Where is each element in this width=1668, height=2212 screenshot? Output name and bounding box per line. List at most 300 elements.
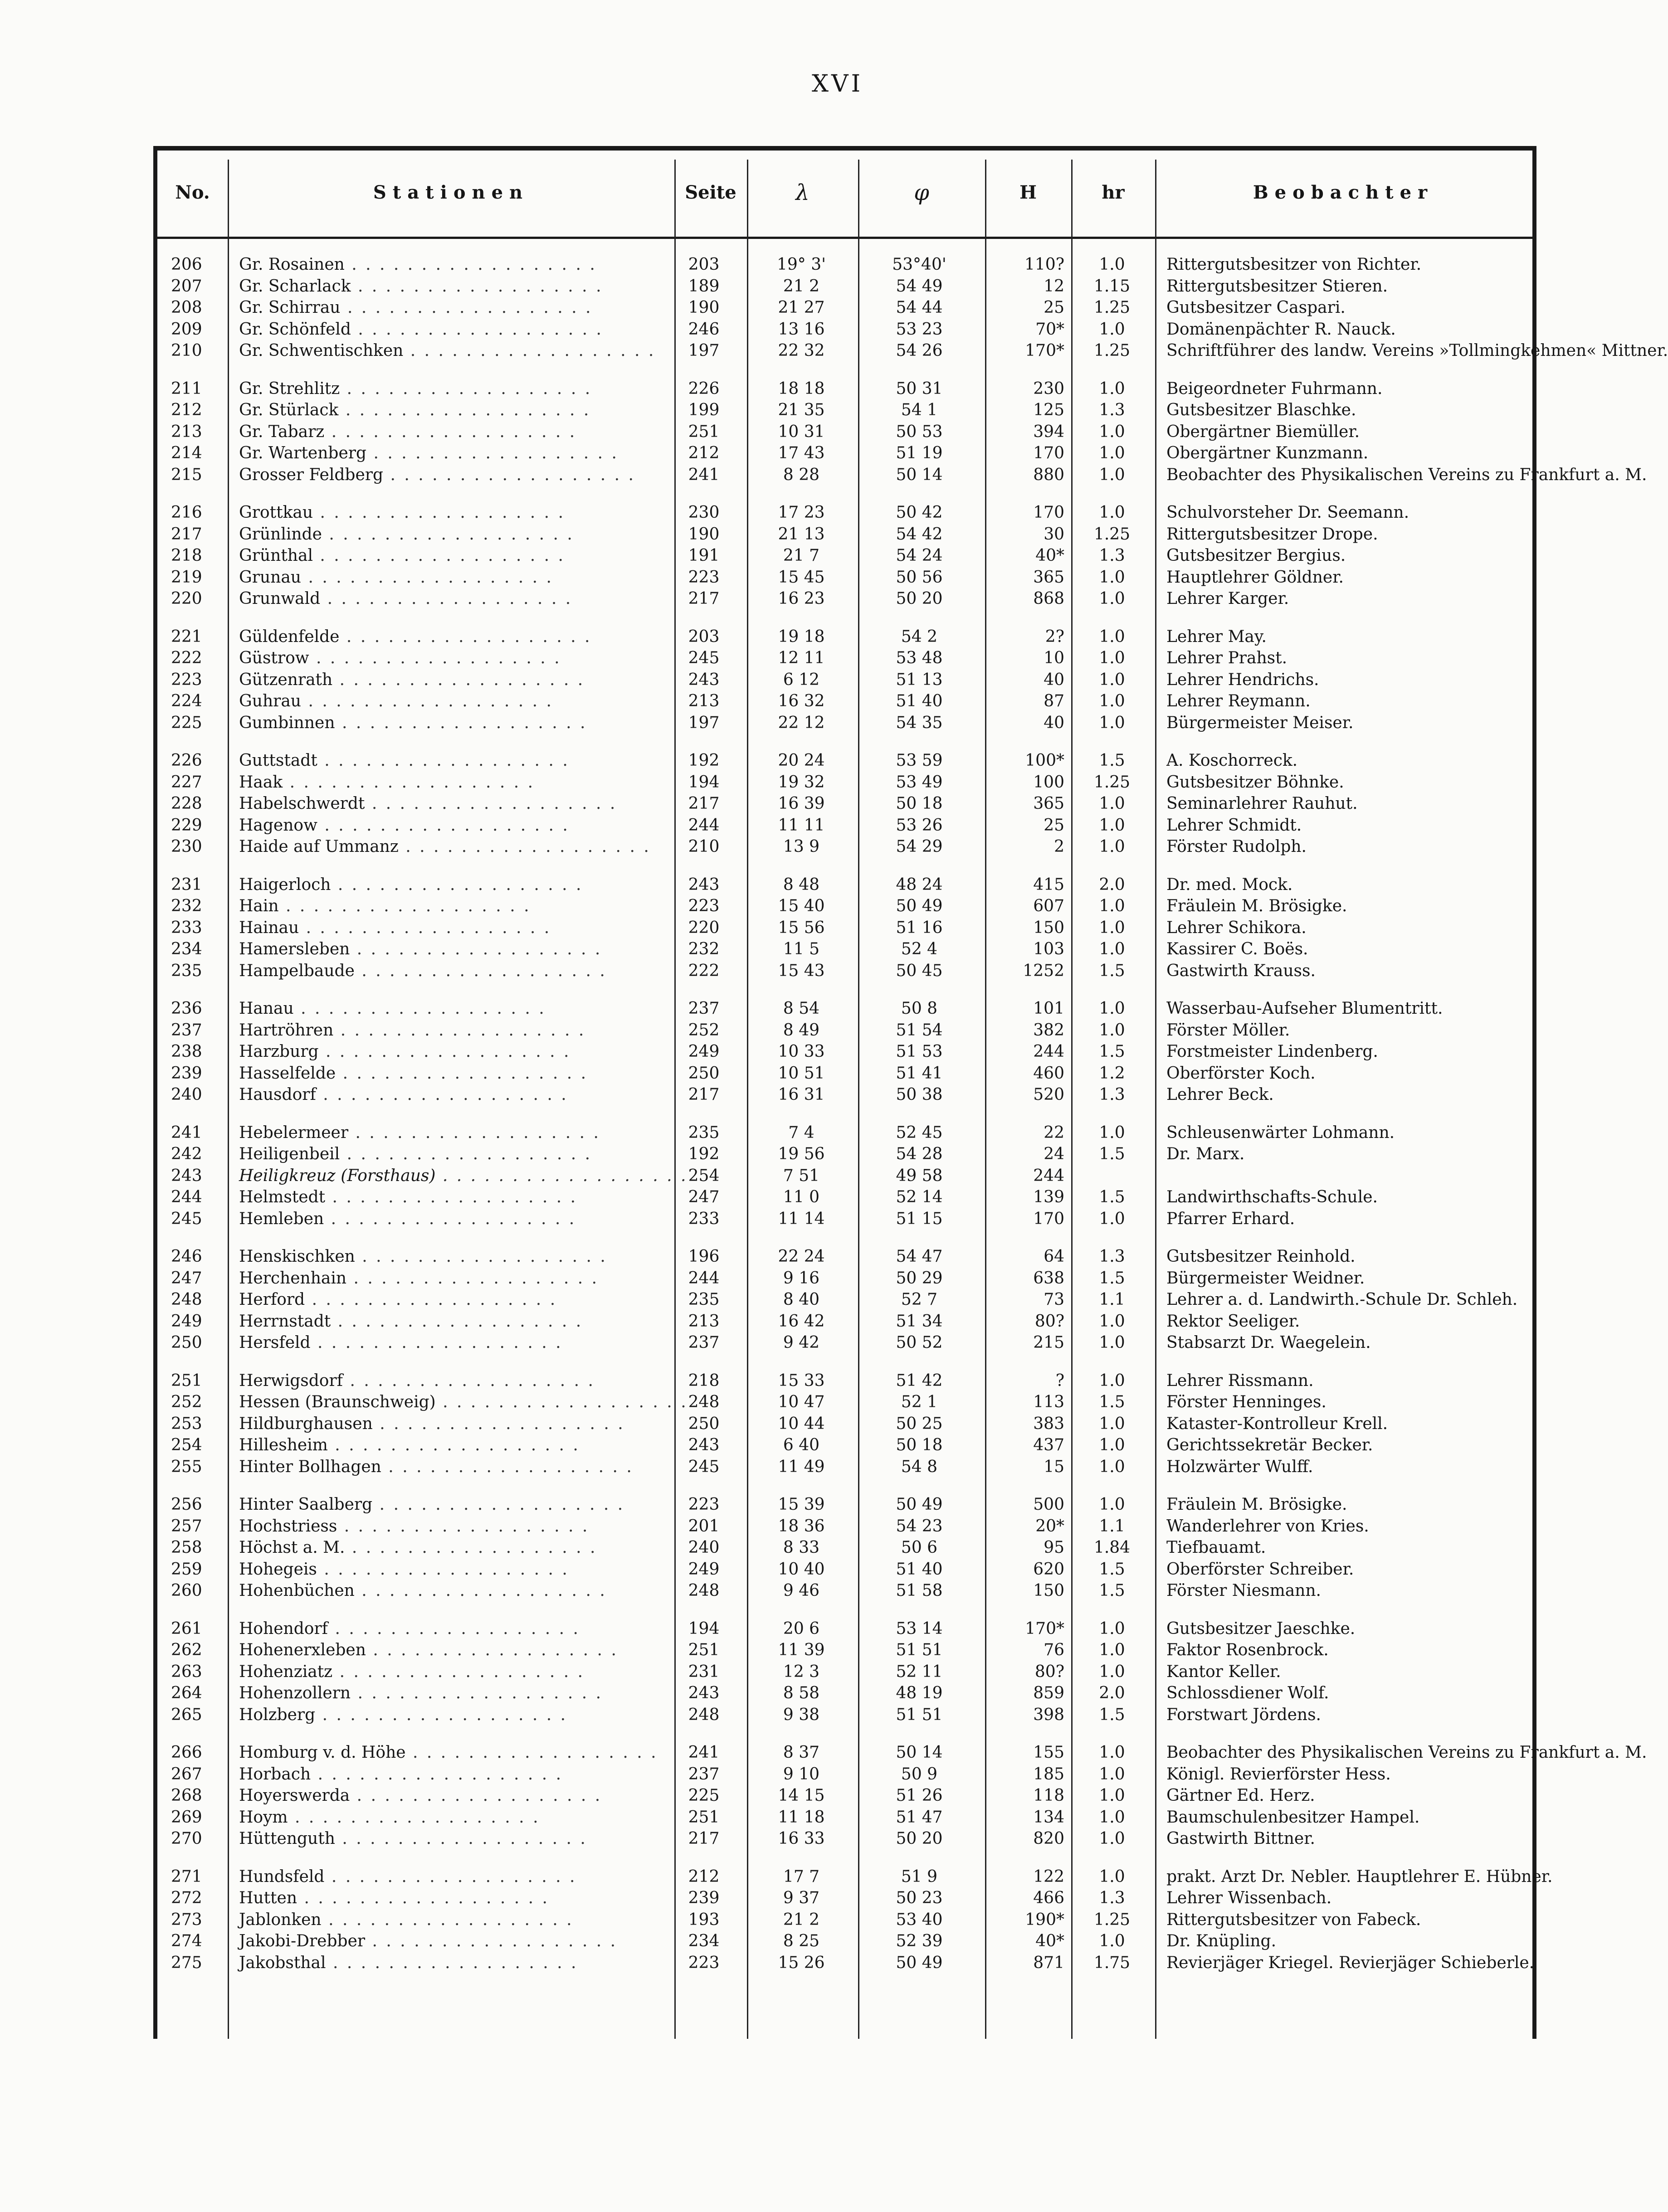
- gauge-height: 1.75: [1093, 1953, 1131, 1972]
- table-row: [157, 1084, 1532, 1106]
- gauge-height: 1.0: [1099, 670, 1125, 689]
- page-ref: 203: [688, 255, 720, 274]
- observer: Lehrer Schikora.: [1166, 918, 1307, 937]
- gauge-height: 1.3: [1099, 546, 1125, 565]
- observer: Lehrer Beck.: [1166, 1085, 1274, 1104]
- station-name: Horbach . . . . . . . . . . . . . . . . . .: [239, 1765, 563, 1784]
- latitude: 53 49: [896, 773, 943, 792]
- page-ref: 248: [688, 1393, 720, 1411]
- station-number: 275: [171, 1953, 202, 1972]
- table-row: [157, 1537, 1532, 1559]
- row-group: [157, 998, 1532, 1106]
- station-number: 250: [171, 1333, 202, 1352]
- longitude: 21 35: [778, 401, 825, 419]
- station-name: Hagenow . . . . . . . . . . . . . . . . . .: [239, 816, 570, 835]
- station-number: 210: [171, 341, 202, 360]
- gauge-height: 1.1: [1099, 1517, 1125, 1536]
- elevation: 2: [1054, 837, 1064, 856]
- latitude: 50 49: [896, 1495, 943, 1514]
- longitude: 21 2: [783, 277, 820, 296]
- longitude: 21 7: [783, 546, 820, 565]
- station-name: Heiligkreuz (Forsthaus) . . . . . . . . . . . . . . . . . .: [239, 1166, 688, 1185]
- gauge-height: 1.0: [1099, 816, 1125, 835]
- page-ref: 252: [688, 1021, 720, 1040]
- table-row: [157, 297, 1532, 319]
- longitude: 12 11: [778, 649, 825, 667]
- page-ref: 194: [688, 1619, 720, 1638]
- leader-dots: . . . . . . . . . . . . . . . . . .: [324, 1867, 577, 1886]
- row-group: [157, 626, 1532, 734]
- table-row: [157, 1764, 1532, 1785]
- longitude: 8 58: [783, 1684, 820, 1702]
- page-ref: 250: [688, 1414, 720, 1433]
- longitude: 9 38: [783, 1705, 820, 1724]
- elevation: 12: [1044, 277, 1064, 296]
- station-name: Hersfeld . . . . . . . . . . . . . . . . . .: [239, 1333, 563, 1352]
- gauge-height: 2.0: [1099, 875, 1125, 894]
- latitude: 51 26: [896, 1786, 943, 1805]
- page-ref: 222: [688, 961, 720, 980]
- longitude: 19 18: [778, 627, 825, 646]
- observer: Lehrer Rissmann.: [1166, 1371, 1314, 1390]
- table-row: [157, 1682, 1532, 1704]
- header-no: No.: [175, 182, 210, 203]
- station-name: Grünlinde . . . . . . . . . . . . . . . . . .: [239, 525, 574, 544]
- elevation: ?: [1055, 1371, 1064, 1390]
- station-name: Hohenziatz . . . . . . . . . . . . . . . . . .: [239, 1662, 585, 1681]
- leader-dots: . . . . . . . . . . . . . . . . . .: [288, 1808, 540, 1827]
- page-ref: 249: [688, 1560, 720, 1579]
- station-name: Hemleben . . . . . . . . . . . . . . . . . .: [239, 1209, 576, 1228]
- page-ref: 189: [688, 277, 720, 296]
- page-ref: 191: [688, 546, 720, 565]
- page-ref: 251: [688, 1641, 720, 1659]
- gauge-height: 1.0: [1099, 1371, 1125, 1390]
- leader-dots: . . . . . . . . . . . . . . . . . .: [335, 713, 587, 732]
- elevation: 638: [1033, 1269, 1064, 1288]
- station-name: Gr. Tabarz . . . . . . . . . . . . . . . . . .: [239, 422, 577, 441]
- table-row: [157, 1785, 1532, 1807]
- table-header: [157, 160, 1532, 225]
- table-row: [157, 545, 1532, 567]
- elevation: 382: [1033, 1021, 1064, 1040]
- longitude: 16 23: [778, 589, 825, 608]
- page-ref: 245: [688, 1457, 720, 1476]
- station-number: 239: [171, 1064, 202, 1083]
- observer: Obergärtner Kunzmann.: [1166, 444, 1369, 462]
- gauge-height: 1.25: [1093, 1910, 1131, 1929]
- observer: Gutsbesitzer Bergius.: [1166, 546, 1346, 565]
- page-ref: 247: [688, 1188, 720, 1206]
- station-name: Hutten . . . . . . . . . . . . . . . . . .: [239, 1889, 549, 1907]
- leader-dots: . . . . . . . . . . . . . . . . . .: [315, 1705, 568, 1724]
- station-number: 264: [171, 1684, 202, 1702]
- elevation: 185: [1033, 1765, 1064, 1784]
- station-number: 240: [171, 1085, 202, 1104]
- row-group: [157, 874, 1532, 982]
- latitude: 54 49: [896, 277, 943, 296]
- station-number: 234: [171, 940, 202, 958]
- observer: Lehrer Hendrichs.: [1166, 670, 1319, 689]
- gauge-height: 1.0: [1099, 794, 1125, 813]
- elevation: 25: [1044, 816, 1064, 835]
- latitude: 51 51: [896, 1705, 943, 1724]
- longitude: 10 47: [778, 1393, 825, 1411]
- gauge-height: 1.5: [1099, 1560, 1125, 1579]
- gauge-height: 1.0: [1099, 1765, 1125, 1784]
- observer: Beigeordneter Fuhrmann.: [1166, 379, 1383, 398]
- observer: Forstmeister Lindenberg.: [1166, 1042, 1378, 1061]
- page-ref: 197: [688, 341, 720, 360]
- elevation: 820: [1033, 1829, 1064, 1848]
- leader-dots: . . . . . . . . . . . . . . . . . .: [335, 1829, 587, 1848]
- station-name: Grünthal . . . . . . . . . . . . . . . . . .: [239, 546, 565, 565]
- station-name: Hainau . . . . . . . . . . . . . . . . . .: [239, 918, 551, 937]
- station-name: Gr. Stürlack . . . . . . . . . . . . . . . . . .: [239, 401, 591, 419]
- elevation: 859: [1033, 1684, 1064, 1702]
- page-ref: 243: [688, 1436, 720, 1454]
- elevation: 122: [1033, 1867, 1064, 1886]
- latitude: 50 38: [896, 1085, 943, 1104]
- gauge-height: 1.3: [1099, 401, 1125, 419]
- latitude: 54 2: [901, 627, 938, 646]
- station-name: Helmstedt . . . . . . . . . . . . . . . . . .: [239, 1188, 578, 1206]
- station-name: Herchenhain . . . . . . . . . . . . . . . . . .: [239, 1269, 599, 1288]
- table-row: [157, 1618, 1532, 1640]
- leader-dots: . . . . . . . . . . . . . . . . . .: [351, 320, 603, 339]
- leader-dots: . . . . . . . . . . . . . . . . . .: [365, 1932, 618, 1950]
- gauge-height: 1.0: [1099, 320, 1125, 339]
- longitude: 7 51: [783, 1166, 820, 1185]
- elevation: 460: [1033, 1064, 1064, 1083]
- elevation: 871: [1033, 1953, 1064, 1972]
- leader-dots: . . . . . . . . . . . . . . . . . .: [403, 341, 656, 360]
- longitude: 8 28: [783, 465, 820, 484]
- gauge-height: 1.0: [1099, 1495, 1125, 1514]
- gauge-height: 1.0: [1099, 1641, 1125, 1659]
- page-ref: 246: [688, 320, 720, 339]
- station-number: 233: [171, 918, 202, 937]
- page-ref: 210: [688, 837, 720, 856]
- observer: Pfarrer Erhard.: [1166, 1209, 1295, 1228]
- station-name: Gr. Strehlitz . . . . . . . . . . . . . . . . . .: [239, 379, 592, 398]
- observer: Dr. med. Mock.: [1166, 875, 1293, 894]
- gauge-height: 1.5: [1099, 1581, 1125, 1600]
- page-ref: 231: [688, 1662, 720, 1681]
- longitude: 10 51: [778, 1064, 825, 1083]
- station-name: Heiligenbeil . . . . . . . . . . . . . . . . . .: [239, 1145, 592, 1163]
- leader-dots: . . . . . . . . . . . . . . . . . .: [331, 1312, 583, 1331]
- elevation: 70*: [1035, 320, 1064, 339]
- observer: Bürgermeister Weidner.: [1166, 1269, 1365, 1288]
- gauge-height: 1.5: [1099, 1269, 1125, 1288]
- longitude: 9 10: [783, 1765, 820, 1784]
- page-ref: 243: [688, 875, 720, 894]
- page-ref: 241: [688, 1743, 720, 1762]
- observer: Lehrer Prahst.: [1166, 649, 1288, 667]
- elevation: 150: [1033, 1581, 1064, 1600]
- latitude: 50 8: [901, 999, 938, 1018]
- elevation: 80?: [1034, 1662, 1064, 1681]
- longitude: 19 32: [778, 773, 825, 792]
- station-name: Haak . . . . . . . . . . . . . . . . . .: [239, 773, 535, 792]
- leader-dots: . . . . . . . . . . . . . . . . . .: [322, 525, 574, 544]
- observer: Lehrer Reymann.: [1166, 692, 1311, 710]
- longitude: 11 18: [778, 1808, 825, 1827]
- leader-dots: . . . . . . . . . . . . . . . . . .: [293, 999, 546, 1018]
- station-number: 218: [171, 546, 202, 565]
- leader-dots: . . . . . . . . . . . . . . . . . .: [317, 751, 570, 770]
- leader-dots: . . . . . . . . . . . . . . . . . .: [324, 1209, 576, 1228]
- observer: Seminarlehrer Rauhut.: [1166, 794, 1358, 813]
- longitude: 16 32: [778, 692, 825, 710]
- observer: Schlossdiener Wolf.: [1166, 1684, 1329, 1702]
- leader-dots: . . . . . . . . . . . . . . . . . .: [338, 401, 591, 419]
- latitude: 54 47: [896, 1247, 943, 1266]
- page-ref: 218: [688, 1371, 720, 1390]
- observer: Förster Möller.: [1166, 1021, 1290, 1040]
- table-row: [157, 712, 1532, 734]
- observer: Schriftführer des landw. Vereins »Tollmingkehmen« Mittner.: [1166, 341, 1668, 360]
- gauge-height: 1.5: [1099, 751, 1125, 770]
- longitude: 9 37: [783, 1889, 820, 1907]
- station-number: 269: [171, 1808, 202, 1827]
- table-row: [157, 319, 1532, 340]
- table-row: [157, 1186, 1532, 1208]
- station-number: 247: [171, 1269, 202, 1288]
- leader-dots: . . . . . . . . . . . . . . . . . .: [311, 1765, 563, 1784]
- header-seite: Seite: [685, 182, 736, 203]
- station-name: Hamersleben . . . . . . . . . . . . . . . . . .: [239, 940, 602, 958]
- station-number: 272: [171, 1889, 202, 1907]
- observer: Oberförster Koch.: [1166, 1064, 1316, 1083]
- station-name: Hain . . . . . . . . . . . . . . . . . .: [239, 897, 531, 915]
- elevation: 2?: [1045, 627, 1064, 646]
- station-name: Guttstadt . . . . . . . . . . . . . . . . . .: [239, 751, 570, 770]
- table-row: [157, 1516, 1532, 1537]
- elevation: 620: [1033, 1560, 1064, 1579]
- gauge-height: 1.5: [1099, 1145, 1125, 1163]
- station-number: 248: [171, 1290, 202, 1309]
- latitude: 52 39: [896, 1932, 943, 1950]
- elevation: 244: [1033, 1166, 1064, 1185]
- leader-dots: . . . . . . . . . . . . . . . . . .: [332, 1662, 585, 1681]
- elevation: 230: [1033, 379, 1064, 398]
- table-row: [157, 1122, 1532, 1144]
- station-number: 263: [171, 1662, 202, 1681]
- gauge-height: 1.0: [1099, 837, 1125, 856]
- header-beobachter: Beobachter: [1253, 182, 1434, 203]
- station-name: Hoym . . . . . . . . . . . . . . . . . .: [239, 1808, 540, 1827]
- page-ref: 217: [688, 589, 720, 608]
- page-ref: 223: [688, 568, 720, 587]
- station-number: 274: [171, 1932, 202, 1950]
- table-body: [157, 254, 1668, 1990]
- row-group: [157, 1246, 1532, 1354]
- gauge-height: 1.0: [1099, 1021, 1125, 1040]
- gauge-height: 1.0: [1099, 589, 1125, 608]
- longitude: 8 33: [783, 1538, 820, 1557]
- observer: Lehrer May.: [1166, 627, 1267, 646]
- elevation: 155: [1033, 1743, 1064, 1762]
- table-row: [157, 1413, 1532, 1435]
- table-row: [157, 1866, 1553, 1888]
- elevation: 100: [1033, 773, 1064, 792]
- gauge-height: 1.0: [1099, 918, 1125, 937]
- station-name: Herford . . . . . . . . . . . . . . . . . .: [239, 1290, 557, 1309]
- page-ref: 213: [688, 692, 720, 710]
- latitude: 50 6: [901, 1538, 938, 1557]
- table-row: [157, 502, 1532, 524]
- page-ref: 237: [688, 1765, 720, 1784]
- longitude: 22 24: [778, 1247, 825, 1266]
- row-group: [157, 502, 1532, 610]
- gauge-height: 1.1: [1099, 1290, 1125, 1309]
- page-ref: 190: [688, 298, 720, 317]
- leader-dots: . . . . . . . . . . . . . . . . . .: [310, 1333, 563, 1352]
- table-row: [157, 750, 1532, 772]
- leader-dots: . . . . . . . . . . . . . . . . . .: [327, 1436, 580, 1454]
- latitude: 54 24: [896, 546, 943, 565]
- page-ref: 223: [688, 1495, 720, 1514]
- station-name: Homburg v. d. Höhe . . . . . . . . . . . . . . . . . .: [239, 1743, 658, 1762]
- table-row: [157, 1704, 1532, 1726]
- leader-dots: . . . . . . . . . . . . . . . . . .: [337, 1517, 590, 1536]
- gauge-height: 1.3: [1099, 1247, 1125, 1266]
- observer: Oberförster Schreiber.: [1166, 1560, 1354, 1579]
- observer: Gastwirth Bittner.: [1166, 1829, 1315, 1848]
- elevation: 24: [1044, 1145, 1064, 1163]
- gauge-height: 1.2: [1099, 1064, 1125, 1083]
- leader-dots: . . . . . . . . . . . . . . . . . .: [372, 1495, 625, 1514]
- leader-dots: . . . . . . . . . . . . . . . . . .: [313, 503, 566, 522]
- leader-dots: . . . . . . . . . . . . . . . . . .: [350, 1786, 602, 1805]
- gauge-height: 1.0: [1099, 422, 1125, 441]
- table-row: [157, 1311, 1532, 1332]
- longitude: 17 7: [783, 1867, 820, 1886]
- latitude: 54 23: [896, 1517, 943, 1536]
- longitude: 8 25: [783, 1932, 820, 1950]
- observer: Schleusenwärter Lohmann.: [1166, 1123, 1395, 1142]
- row-group: [157, 1618, 1532, 1726]
- station-number: 235: [171, 961, 202, 980]
- longitude: 6 40: [783, 1436, 820, 1454]
- latitude: 50 18: [896, 794, 943, 813]
- latitude: 52 11: [896, 1662, 943, 1681]
- page-ref: 233: [688, 1209, 720, 1228]
- latitude: 51 9: [901, 1867, 938, 1886]
- leader-dots: . . . . . . . . . . . . . . . . . .: [331, 875, 583, 894]
- table-row: [157, 960, 1532, 982]
- latitude: 51 42: [896, 1371, 943, 1390]
- table-row: [157, 1143, 1532, 1165]
- table-row: [157, 836, 1532, 858]
- station-name: Gr. Schirrau . . . . . . . . . . . . . . . . . .: [239, 298, 593, 317]
- observer: Hauptlehrer Göldner.: [1166, 568, 1344, 587]
- latitude: 50 53: [896, 422, 943, 441]
- leader-dots: . . . . . . . . . . . . . . . . . .: [354, 1581, 607, 1600]
- elevation: 170*: [1025, 1619, 1064, 1638]
- table-row: [157, 442, 1532, 464]
- observer: Kantor Keller.: [1166, 1662, 1281, 1681]
- elevation: 880: [1033, 465, 1064, 484]
- latitude: 50 23: [896, 1889, 943, 1907]
- leader-dots: . . . . . . . . . . . . . . . . . .: [346, 1269, 599, 1288]
- leader-dots: . . . . . . . . . . . . . . . . . .: [354, 961, 607, 980]
- latitude: 48 24: [896, 875, 943, 894]
- latitude: 50 52: [896, 1333, 943, 1352]
- observer: Obergärtner Biemüller.: [1166, 422, 1360, 441]
- gauge-height: 1.0: [1099, 897, 1125, 915]
- page-ref: 249: [688, 1042, 720, 1061]
- longitude: 8 37: [783, 1743, 820, 1762]
- observer: Rektor Seeliger.: [1166, 1312, 1300, 1331]
- elevation: 607: [1033, 897, 1064, 915]
- latitude: 51 19: [896, 444, 943, 462]
- latitude: 54 29: [896, 837, 943, 856]
- station-name: Haide auf Ummanz . . . . . . . . . . . . . . . . . .: [239, 837, 651, 856]
- gauge-height: 1.0: [1099, 255, 1125, 274]
- elevation: 125: [1033, 401, 1064, 419]
- elevation: 365: [1033, 568, 1064, 587]
- observer: Gutsbesitzer Reinhold.: [1166, 1247, 1356, 1266]
- observer: Schulvorsteher Dr. Seemann.: [1166, 503, 1410, 522]
- longitude: 15 40: [778, 897, 825, 915]
- leader-dots: . . . . . . . . . . . . . . . . . .: [350, 940, 602, 958]
- page-ref: 197: [688, 713, 720, 732]
- table-row: [157, 1332, 1532, 1354]
- table-row: [157, 399, 1532, 421]
- station-number: 249: [171, 1312, 202, 1331]
- station-number: 209: [171, 320, 202, 339]
- station-name: Hundsfeld . . . . . . . . . . . . . . . . . .: [239, 1867, 577, 1886]
- latitude: 50 14: [896, 1743, 943, 1762]
- station-number: 252: [171, 1393, 202, 1411]
- longitude: 16 39: [778, 794, 825, 813]
- observer: Wasserbau-Aufseher Blumentritt.: [1166, 999, 1443, 1018]
- station-number: 206: [171, 255, 202, 274]
- longitude: 15 33: [778, 1371, 825, 1390]
- table-row: [157, 1391, 1532, 1413]
- page-ref: 196: [688, 1247, 720, 1266]
- page-ref: 244: [688, 1269, 720, 1288]
- latitude: 50 31: [896, 379, 943, 398]
- page-ref: 201: [688, 1517, 720, 1536]
- elevation: 139: [1033, 1188, 1064, 1206]
- station-name: Hildburghausen . . . . . . . . . . . . . . . . . .: [239, 1414, 625, 1433]
- latitude: 50 20: [896, 589, 943, 608]
- station-number: 212: [171, 401, 202, 419]
- gauge-height: 1.5: [1099, 1393, 1125, 1411]
- observer: Gutsbesitzer Blaschke.: [1166, 401, 1356, 419]
- gauge-height: 1.0: [1099, 627, 1125, 646]
- longitude: 11 39: [778, 1641, 825, 1659]
- table-row: [157, 1208, 1532, 1230]
- gauge-height: 1.0: [1099, 692, 1125, 710]
- station-number: 225: [171, 713, 202, 732]
- page-ref: 213: [688, 1312, 720, 1331]
- leader-dots: . . . . . . . . . . . . . . . . . .: [309, 649, 561, 667]
- longitude: 8 49: [783, 1021, 820, 1040]
- station-name: Jakobsthal . . . . . . . . . . . . . . . . . .: [239, 1953, 578, 1972]
- elevation: 76: [1044, 1641, 1064, 1659]
- station-name: Gr. Schönfeld . . . . . . . . . . . . . . . . . .: [239, 320, 603, 339]
- table-row: [157, 815, 1532, 836]
- longitude: 15 26: [778, 1953, 825, 1972]
- observer: Gutsbesitzer Jaeschke.: [1166, 1619, 1356, 1638]
- page-ref: 237: [688, 999, 720, 1018]
- latitude: 50 49: [896, 1953, 943, 1972]
